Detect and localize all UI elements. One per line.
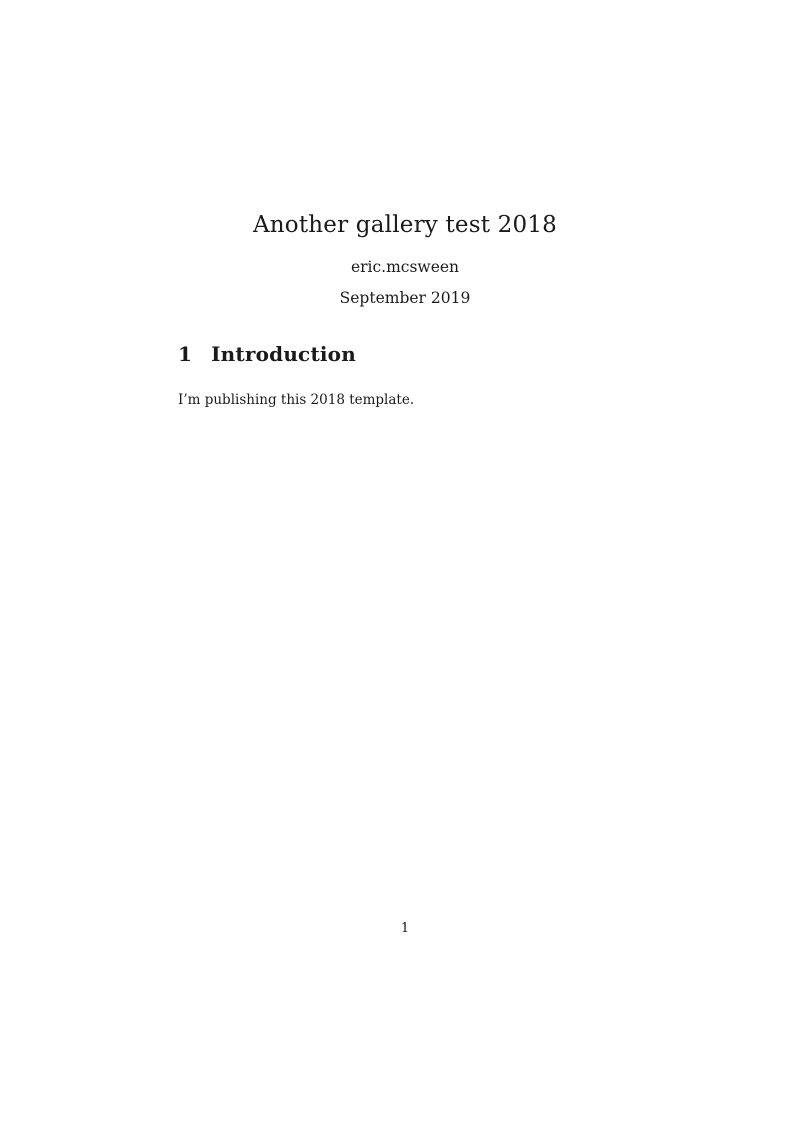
section-number: 1 bbox=[178, 342, 193, 366]
page-number: 1 bbox=[400, 921, 410, 936]
document-date: September 2019 bbox=[339, 289, 471, 307]
body-paragraph: I’m publishing this 2018 template. bbox=[178, 391, 415, 408]
document-author: eric.mcsween bbox=[350, 258, 460, 276]
section-title: Introduction bbox=[211, 342, 356, 366]
section-heading bbox=[178, 342, 356, 366]
document-title: Another gallery test 2018 bbox=[252, 212, 558, 238]
title-block bbox=[178, 212, 632, 307]
